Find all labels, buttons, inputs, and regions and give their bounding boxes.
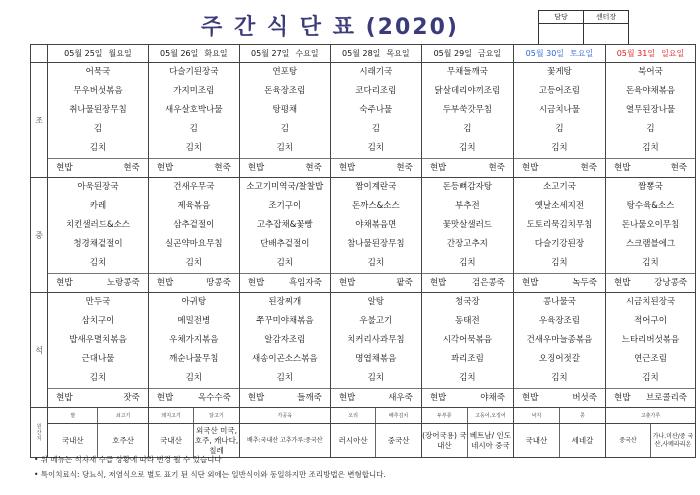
porridge-item: 현죽 (305, 163, 322, 173)
rice-porridge-line (422, 158, 513, 177)
rice-item: 현밥 (338, 163, 356, 173)
meal-cell (148, 178, 239, 293)
rice-porridge-line (240, 158, 330, 177)
menu-item: 코다리조림 (355, 86, 397, 96)
rice-porridge-line (149, 158, 239, 177)
menu-item: 아욱된장국 (77, 182, 119, 192)
origin-header: 오리 (348, 412, 358, 419)
date-header: 05월 28일 목요일 (330, 45, 421, 63)
menu-item: 김치 (185, 258, 202, 268)
menu-item: 알탕 (367, 297, 385, 307)
origin-header: 닭고기 (193, 408, 239, 423)
menu-item: 단배추겉절이 (260, 239, 310, 249)
menu-table (30, 44, 696, 458)
rice-item: 현밥 (56, 278, 73, 288)
origin-value: 중국산 (619, 436, 637, 444)
menu-item: 새송이곤소스볶음 (251, 354, 318, 364)
menu-item: 김치 (551, 143, 568, 153)
menu-item: 소고기국 (543, 182, 576, 192)
menu-item: 김 (280, 124, 289, 134)
meal-cell (48, 63, 149, 178)
date-header-row (31, 45, 696, 63)
menu-item: 고등어조림 (538, 86, 580, 96)
porridge-item: 현죽 (670, 163, 687, 173)
menu-item: 다슬기된장국 (169, 67, 219, 77)
origin-value: 외국산 미국,호주, 캐나다, 칠레 (193, 424, 239, 457)
menu-item: 우육장조림 (538, 316, 580, 326)
meal-cell (330, 178, 421, 293)
menu-item: 숙주나물 (359, 105, 393, 115)
meal-cell (421, 293, 513, 408)
porridge-item: 옥수수죽 (197, 393, 231, 403)
menu-item: 메밀전병 (177, 316, 211, 326)
porridge-item: 노랑콩죽 (106, 278, 140, 288)
porridge-item: 버섯죽 (572, 393, 597, 403)
menu-item: 탕평채 (272, 105, 298, 115)
meal-cell (48, 293, 149, 408)
menu-item: 돈나물오이무침 (621, 220, 680, 230)
porridge-item: 땅콩죽 (206, 278, 231, 288)
menu-item: 어묵국 (85, 67, 111, 77)
rice-item: 현밥 (247, 278, 265, 288)
menu-item: 적어구이 (634, 316, 667, 326)
menu-item: 무우버섯볶음 (73, 86, 123, 96)
meal-cell (605, 63, 695, 178)
porridge-item: 녹두죽 (572, 278, 597, 288)
meal-cell (605, 178, 695, 293)
menu-item: 간장고추지 (446, 239, 488, 249)
menu-item: 다슬기강된장 (534, 239, 585, 249)
porridge-item: 잣죽 (123, 393, 140, 403)
meal-cell (148, 293, 239, 408)
porridge-item: 현죽 (580, 163, 597, 173)
menu-item: 두부쑥갓무침 (442, 105, 492, 115)
origin-value: 국내산 (61, 435, 84, 445)
menu-item: 열무된장나물 (625, 105, 676, 115)
date-header: 05월 29일 금요일 (421, 45, 513, 63)
menu-item: 김치 (89, 258, 107, 268)
porridge-item: 새우죽 (388, 393, 413, 403)
origin-header: 낙지 (531, 412, 542, 419)
date-header: 05월 25일 월요일 (48, 45, 149, 63)
menu-item: 치커리사과무침 (347, 335, 405, 345)
menu-item: 취나물된장무침 (69, 105, 127, 115)
menu-item: 부추전 (455, 201, 480, 211)
origin-value: (장어국용) 국내산 (422, 430, 467, 450)
menu-item: 북어국 (638, 67, 663, 77)
date-header: 05월 31일 일요일 (605, 45, 695, 63)
meal-cell (421, 63, 513, 178)
menu-item: 콩나물국 (543, 297, 576, 307)
meal-cell (330, 63, 421, 178)
rice-porridge-line (514, 388, 605, 407)
menu-item: 김치 (276, 258, 294, 268)
menu-item: 우체가지볶음 (169, 335, 219, 345)
menu-item: 삼치구이 (81, 316, 115, 326)
rice-porridge-line (422, 388, 513, 407)
menu-item: 돈등뼈감자탕 (442, 182, 492, 192)
rice-porridge-line (606, 273, 695, 292)
rice-item: 현밥 (156, 163, 174, 173)
rice-porridge-line (606, 158, 695, 177)
origin-value: 가나.미산/중 국산,사메라리온 (650, 424, 695, 457)
origin-value: 중국산 (375, 424, 421, 457)
rice-porridge-line (149, 388, 239, 407)
rice-porridge-line (240, 273, 330, 292)
porridge-item: 팥죽 (396, 278, 413, 288)
meal-cell (513, 178, 605, 293)
porridge-item: 들깨죽 (297, 393, 322, 403)
rice-porridge-line (606, 388, 695, 407)
menu-item: 돈육야채볶음 (625, 86, 676, 96)
menu-item: 근대나물 (81, 354, 115, 364)
menu-item: 가지미조림 (173, 86, 215, 96)
menu-item: 돈육장조림 (264, 86, 306, 96)
menu-item: 김치 (367, 373, 385, 383)
porridge-item: 흑임자죽 (288, 278, 322, 288)
menu-item: 김치 (459, 373, 476, 383)
meal-cell (513, 63, 605, 178)
origin-header: 두부류 (437, 412, 452, 419)
notes (34, 452, 694, 482)
rice-item: 현밥 (338, 393, 356, 403)
origin-value: 베트남/ 인도네시아 중국 (467, 424, 513, 457)
menu-item: 제육볶음 (177, 201, 211, 211)
menu-item: 시각어묵볶음 (442, 335, 492, 345)
date-header: 05월 27일 수요일 (239, 45, 330, 63)
rice-porridge-line (422, 273, 513, 292)
rice-item: 현밥 (613, 278, 631, 288)
origin-value: 국내산 (525, 435, 548, 445)
origin-label: 원 산 지 (31, 408, 48, 458)
rice-porridge-line (514, 273, 605, 292)
menu-item: 김치 (642, 373, 659, 383)
menu-item: 도토리묵김치무침 (526, 220, 593, 230)
rice-item: 현밥 (521, 278, 539, 288)
meal-cell (148, 63, 239, 178)
menu-item: 시금치된장국 (625, 297, 676, 307)
rice-porridge-line (48, 273, 148, 292)
menu-item: 삼추겉절이 (173, 220, 215, 230)
rice-porridge-line (149, 273, 239, 292)
origin-value: 국내산 (160, 435, 182, 445)
menu-item: 연포탕 (272, 67, 298, 77)
rice-porridge-line (48, 388, 148, 407)
rice-porridge-line (331, 388, 421, 407)
approval-staff-label: 담당 (539, 11, 584, 24)
meal-cell (239, 63, 330, 178)
menu-item: 김치 (367, 143, 385, 153)
porridge-item: 검은콩죽 (472, 278, 505, 288)
rice-item: 현밥 (247, 163, 265, 173)
menu-item: 시금치나물 (538, 105, 580, 115)
porridge-item: 현죽 (488, 163, 505, 173)
menu-item: 김치 (185, 373, 202, 383)
rice-item: 현밥 (613, 163, 631, 173)
header-corner (31, 45, 48, 63)
menu-item: 김 (646, 124, 655, 134)
menu-item: 닭살데리야끼조림 (434, 86, 501, 96)
note-line: • 위 메뉴는 식자재 수급 상황에 따라 변경 될 수 있습니다 (34, 455, 222, 464)
rice-item: 현밥 (56, 163, 73, 173)
note-line: • 특이치료식: 당뇨식, 저염식으로 별도 표기 된 식단 외에는 일반식이와 동일하지만 조리방법은 변형합니다. (34, 470, 386, 479)
menu-item: 꽃게탕 (547, 67, 572, 77)
menu-item: 치킨샐러드&소스 (65, 220, 130, 230)
menu-item: 김치 (459, 258, 476, 268)
date-header: 05월 26일 화요일 (148, 45, 239, 63)
origin-value: 세네갈 (559, 424, 605, 457)
rice-porridge-line (240, 388, 330, 407)
menu-item: 김치 (89, 373, 107, 383)
origin-value: 호주산 (97, 424, 147, 457)
porridge-item: 브로콜리죽 (645, 393, 687, 403)
menu-item: 느타리버섯볶음 (621, 335, 680, 345)
menu-item: 꽃맛살샐러드 (442, 220, 492, 230)
rice-item: 현밥 (521, 163, 539, 173)
meal-label: 조 (31, 63, 48, 178)
porridge-item: 야채죽 (480, 393, 505, 403)
rice-item: 현밥 (156, 278, 174, 288)
menu-item: 짬이계란국 (355, 182, 397, 192)
menu-item: 참나물된장무침 (347, 239, 405, 249)
origin-header: 쇠고기 (97, 408, 147, 423)
menu-item: 김치 (276, 143, 294, 153)
date-header: 05월 30일 토요일 (513, 45, 605, 63)
page-title: 주 간 식 단 표 (2020) (201, 15, 459, 40)
menu-item: 짬뽕국 (638, 182, 663, 192)
menu-item: 건새우마늘종볶음 (526, 335, 593, 345)
menu-item: 김 (463, 124, 472, 134)
menu-item: 소고기미역국/찰찰밥 (246, 182, 324, 192)
menu-item: 김치 (276, 373, 294, 383)
menu-item: 아귀탕 (181, 297, 207, 307)
menu-item: 오징어젓갈 (538, 354, 580, 364)
menu-item: 건새우무국 (173, 182, 215, 192)
menu-item: 청국장 (455, 297, 480, 307)
menu-item: 스크램블에그 (625, 239, 676, 249)
menu-item: 무채들깨국 (446, 67, 488, 77)
rice-item: 현밥 (56, 393, 73, 403)
rice-porridge-line (331, 273, 421, 292)
menu-item: 실곤약마요무침 (165, 239, 223, 249)
origin-header: 고춧가루 (605, 408, 695, 424)
rice-porridge-line (48, 158, 148, 177)
menu-item: 김치 (642, 143, 659, 153)
rice-item: 현밥 (156, 393, 174, 403)
meal-cell (239, 178, 330, 293)
menu-item: 김 (93, 124, 103, 134)
meal-cell (605, 293, 695, 408)
meal-cell (239, 293, 330, 408)
rice-porridge-line (514, 158, 605, 177)
menu-item: 새우살호박나물 (165, 105, 223, 115)
menu-item: 알감자조림 (264, 335, 306, 345)
menu-item: 김치 (185, 143, 202, 153)
origin-value: 배추:국내산 고추가루:중국산 (239, 424, 330, 458)
menu-item: 카레 (89, 201, 107, 211)
menu-item: 김치 (89, 143, 107, 153)
meal-cell (330, 293, 421, 408)
menu-item: 동태전 (455, 316, 480, 326)
menu-item: 우불고기 (359, 316, 393, 326)
menu-item: 야채볶음면 (355, 220, 397, 230)
menu-item: 만두국 (85, 297, 111, 307)
menu-item: 명엽채볶음 (355, 354, 397, 364)
menu-item: 김 (555, 124, 564, 134)
meal-row (31, 63, 696, 178)
menu-item: 시래기국 (359, 67, 393, 77)
origin-header: 가공육 (239, 408, 330, 424)
menu-item: 연근조림 (634, 354, 667, 364)
rice-item: 현밥 (429, 393, 447, 403)
rice-item: 현밥 (521, 393, 539, 403)
menu-item: 김 (189, 124, 198, 134)
meal-row (31, 178, 696, 293)
rice-item: 현밥 (429, 278, 447, 288)
menu-item: 김치 (642, 258, 659, 268)
menu-item: 조기구이 (268, 201, 302, 211)
rice-item: 현밥 (247, 393, 265, 403)
menu-item: 청경채겉절이 (73, 239, 123, 249)
menu-item: 쭈꾸미야채볶음 (256, 316, 314, 326)
meal-row (31, 293, 696, 408)
porridge-item: 현죽 (214, 163, 231, 173)
menu-item: 탕수육&소스 (626, 201, 675, 211)
menu-item: 김치 (551, 373, 568, 383)
menu-item: 돈까스&소스 (351, 201, 400, 211)
menu-item: 김치 (367, 258, 385, 268)
menu-item: 밥새우멸치볶음 (69, 335, 127, 345)
origin-header: 쌀 (70, 412, 76, 419)
approval-director-label: 센터장 (584, 11, 629, 24)
meal-label: 중 (31, 178, 48, 293)
meal-cell (421, 178, 513, 293)
menu-item: 된장찌개 (268, 297, 302, 307)
menu-item: 깨순나물무침 (169, 354, 219, 364)
meal-cell (48, 178, 149, 293)
menu-item: 고추잡채&꽃빵 (256, 220, 313, 230)
porridge-item: 현죽 (396, 163, 413, 173)
menu-item: 김치 (459, 143, 476, 153)
origin-value: 러시아산 (338, 435, 368, 445)
origin-header-row (31, 408, 696, 424)
rice-item: 현밥 (429, 163, 447, 173)
meal-cell (513, 293, 605, 408)
rice-item: 현밥 (338, 278, 356, 288)
rice-item: 현밥 (613, 393, 631, 403)
origin-header: 콩 (559, 408, 605, 423)
origin-header: 고등어,오징어 (467, 408, 513, 423)
origin-header: 배추김치 (375, 408, 421, 423)
menu-item: 옛날소세지전 (534, 201, 585, 211)
porridge-item: 현죽 (123, 163, 140, 173)
origin-header: 돼지고기 (161, 412, 181, 419)
menu-item: 꽈리조림 (450, 354, 484, 364)
porridge-item: 강낭콩죽 (654, 278, 687, 288)
meal-label: 석 (31, 293, 48, 408)
rice-porridge-line (331, 158, 421, 177)
menu-item: 김 (371, 124, 380, 134)
menu-item: 김치 (551, 258, 568, 268)
